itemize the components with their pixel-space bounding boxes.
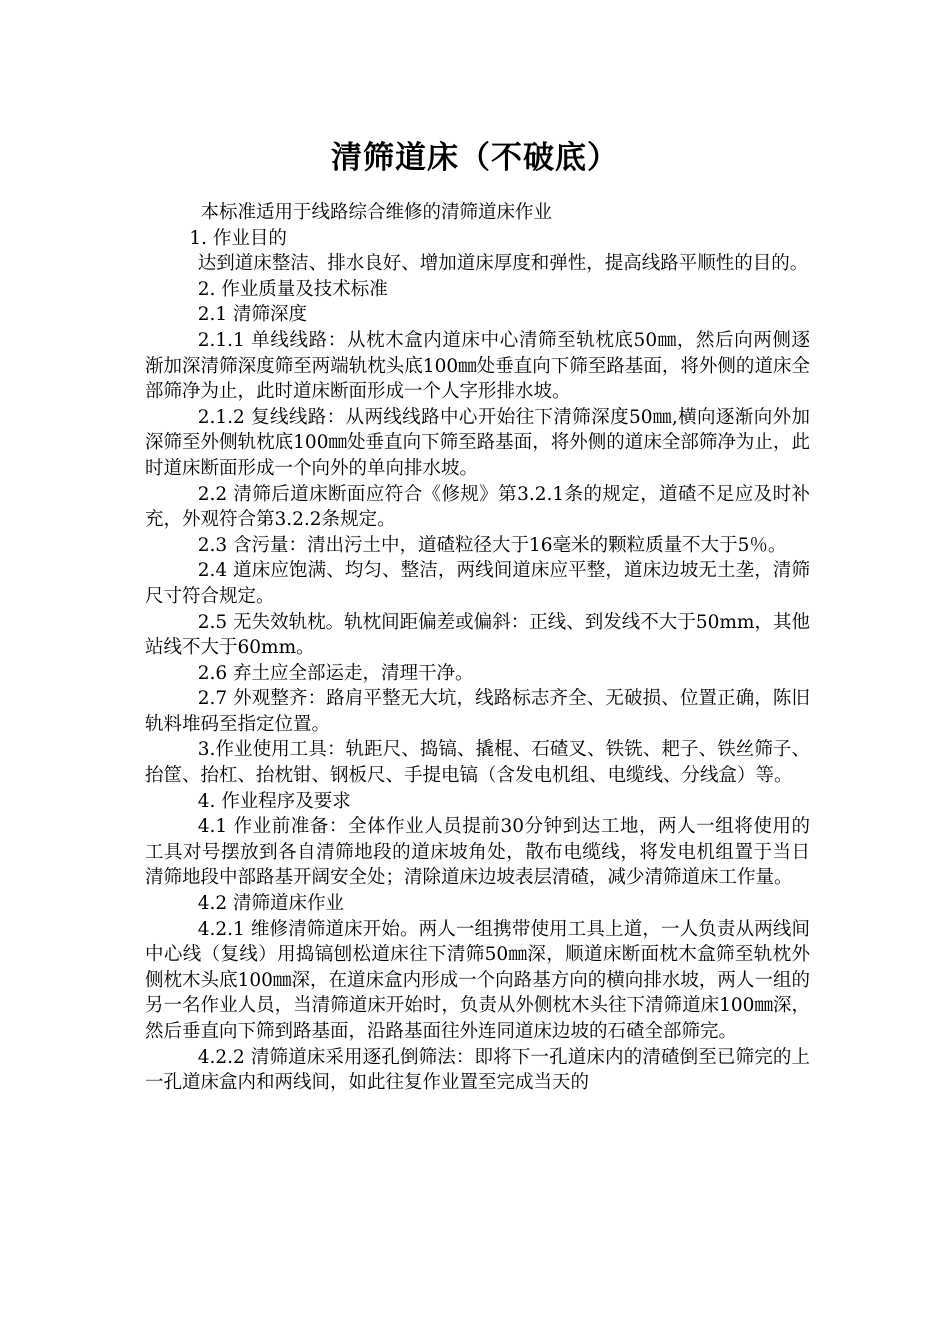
body-paragraph: 4.1 作业前准备：全体作业人员提前30分钟到达工地，两人一组将使用的工具对号摆放到各自清筛地段的道床坡角处，散布电缆线，将发电机组置于当日清筛地段中部路基开阔安全处；清除道床边坡表层清碴，减少清筛道床工作量。 [145,816,810,889]
body-paragraph: 2.1.2 复线线路：从两线线路中心开始往下清筛深度50㎜,横向逐渐向外加深筛至外侧轨枕底100㎜处垂直向下筛至路基面，将外侧的道床全部筛净为止，此时道床断面形成一个向外的单向排水坡。 [145,406,810,479]
body-paragraph: 4.2.1 维修清筛道床开始。两人一组携带使用工具上道，一人负责从两线间中心线（复线）用捣镐刨松道床往下清筛50㎜深，顺道床断面枕木盒筛至轨枕外侧枕木头底100㎜深，在道床盒内形成一个向路基方向的横向排水坡，两人一组的另一名作业人员，当清筛道床开始时，负责从外侧枕木头往下清筛道床100㎜深，然后垂直向下筛到路基面，沿路基面往外连同道床边坡的石碴全部筛完。 [145,918,810,1042]
body-paragraph: 4.2.2 清筛道床采用逐孔倒筛法：即将下一孔道床内的清碴倒至已筛完的上一孔道床盒内和两线间，如此往复作业置至完成当天的 [145,1046,810,1094]
document-title: 清筛道床（不破底） [331,140,619,176]
intro-paragraph: 本标准适用于线路综合维修的清筛道床作业 [200,202,553,223]
body-paragraph: 2.2 清筛后道床断面应符合《修规》第3.2.1条的规定，道碴不足应及时补充，外观符合第3.2.2条规定。 [145,483,810,531]
body-paragraph: 达到道床整洁、排水良好、增加道床厚度和弹性，提高线路平顺性的目的。 [197,253,809,275]
body-paragraph: 2.6 弃土应全部运走，清理干净。 [197,662,474,684]
document-body [145,200,810,1096]
body-paragraph: 2.5 无失效轨枕。轨枕间距偏差或偏斜：正线、到发线不大于50mm，其他站线不大于60mm。 [145,611,810,659]
body-paragraph: 2.7 外观整齐：路肩平整无大坑，线路标志齐全、无破损、位置正确，陈旧轨料堆码至指定位置。 [145,688,810,735]
subsection-heading: 2.1 清筛深度 [197,304,308,326]
body-paragraph: 2.3 含污量：清出污土中，道碴粒径大于16毫米的颗粒质量不大于5％。 [197,534,787,556]
section-heading: 2. 作业质量及技术标准 [197,278,388,300]
body-paragraph: 2.1.1 单线线路：从枕木盒内道床中心清筛至轨枕底50㎜，然后向两侧逐渐加深清筛深度筛至两端轨枕头底100㎜处垂直向下筛至路基面，将外侧的道床全部筛净为止，此时道床断面形成一个人字形排水坡。 [145,329,810,403]
section-heading: 4. 作业程序及要求 [197,790,351,812]
subsection-heading: 4.2 清筛道床作业 [197,893,345,915]
body-paragraph: 3.作业使用工具：轨距尺、捣镐、撬棍、石碴叉、铁铣、耙子、铁丝筛子、抬筐、抬杠、抬枕钳、钢板尺、手提电镐（含发电机组、电缆线、分线盒）等。 [145,739,810,787]
body-paragraph: 2.4 道床应饱满、均匀、整洁，两线间道床应平整，道床边坡无土垄，清筛尺寸符合规定。 [145,560,810,607]
section-heading: 1. 作业目的 [189,227,287,249]
